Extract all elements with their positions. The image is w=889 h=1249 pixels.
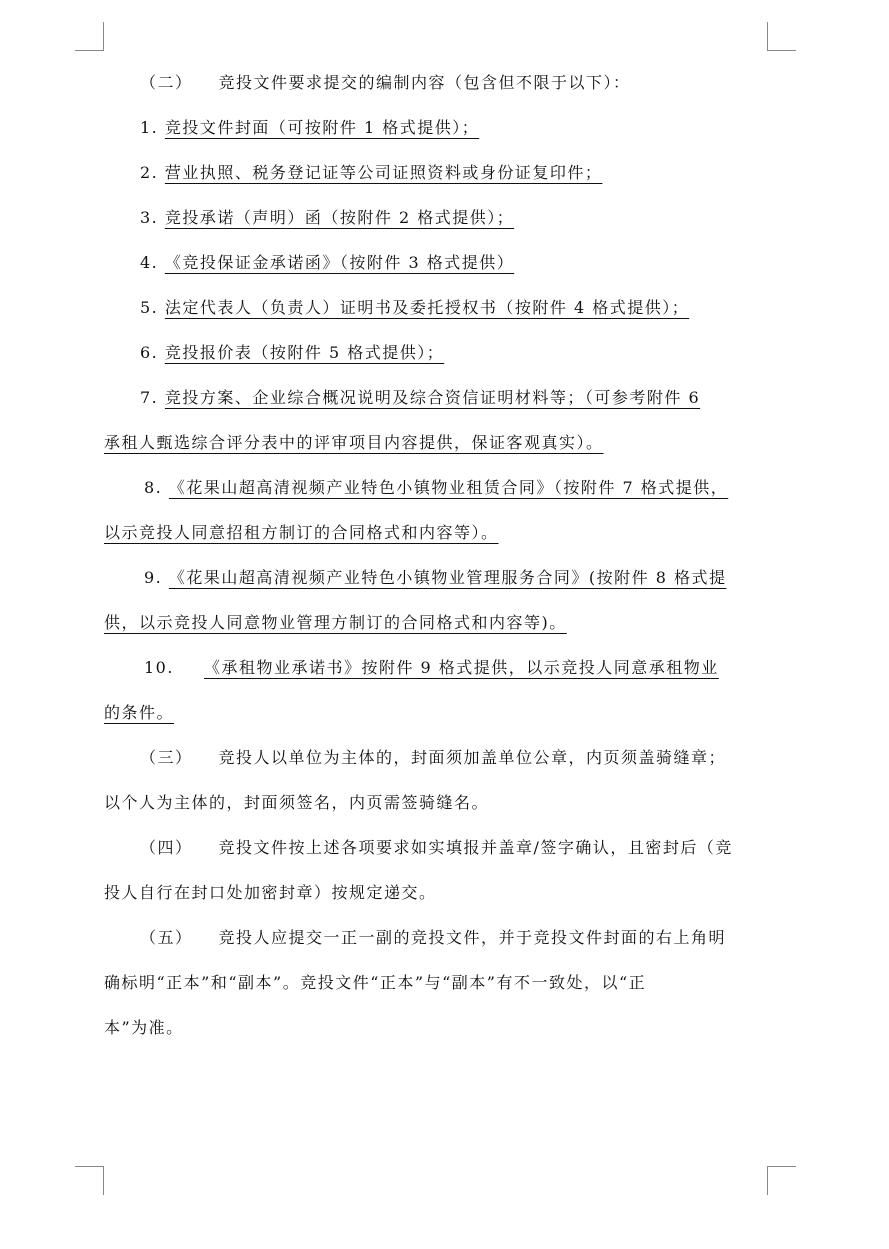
- section-text: 竞投文件要求提交的编制内容（包含但不限于以下）：: [218, 73, 631, 92]
- item-number: 10.: [144, 658, 174, 677]
- list-item: [104, 330, 769, 375]
- list-item-continuation: [104, 600, 769, 645]
- item-text: 竞投文件封面（可按附件 1 格式提供）；: [164, 118, 480, 137]
- section-label: （二）: [140, 73, 193, 92]
- list-item-continuation: [104, 510, 769, 555]
- list-item-continuation: [104, 690, 769, 735]
- item-text: 竞投方案、企业综合概况说明及综合资信证明材料等；（可参考附件 6: [164, 388, 701, 407]
- item-number: 2.: [140, 163, 159, 182]
- item-number: 8.: [144, 478, 163, 497]
- item-number: 5.: [140, 298, 159, 317]
- section-3-heading: [104, 735, 769, 780]
- list-item: [104, 285, 769, 330]
- item-text: 《花果山超高清视频产业特色小镇物业租赁合同》（按附件 7 格式提供，: [168, 478, 729, 497]
- section-text: 投人自行在封口处加密封章）按规定递交。: [104, 883, 437, 902]
- list-item: [104, 105, 769, 150]
- section-5-continuation: [104, 960, 769, 1005]
- list-item: [104, 240, 769, 285]
- section-5-continuation: [104, 1005, 769, 1050]
- item-number: 3.: [140, 208, 159, 227]
- crop-mark-top-right: [767, 22, 796, 51]
- item-text: 竞投承诺（声明）函（按附件 2 格式提供）；: [164, 208, 515, 227]
- section-text: 竞投人应提交一正一副的竞投文件，并于竞投文件封面的右上角明: [218, 928, 727, 947]
- list-item: [104, 555, 769, 600]
- crop-mark-bottom-left: [75, 1166, 104, 1195]
- item-text: 营业执照、税务登记证等公司证照资料或身份证复印件；: [164, 163, 603, 182]
- item-number: 7.: [140, 388, 159, 407]
- list-item: [104, 645, 769, 690]
- section-4-heading: [104, 825, 769, 870]
- section-3-continuation: [104, 780, 769, 825]
- crop-mark-bottom-right: [767, 1166, 796, 1195]
- section-2-heading: [104, 60, 769, 105]
- list-item: [104, 195, 769, 240]
- section-4-continuation: [104, 870, 769, 915]
- item-number: 9.: [144, 568, 163, 587]
- section-label: （五）: [140, 928, 193, 947]
- list-item: [104, 375, 769, 420]
- section-text: 确标明“正本”和“副本”。竞投文件“正本”与“副本”有不一致处，以“正: [104, 973, 647, 992]
- item-text: 《花果山超高清视频产业特色小镇物业管理服务合同》(按附件 8 格式提: [168, 568, 727, 587]
- item-number: 4.: [140, 253, 159, 272]
- item-number: 6.: [140, 343, 159, 362]
- list-item-continuation: [104, 420, 769, 465]
- item-text: 以示竞投人同意招租方制订的合同格式和内容等）。: [104, 523, 499, 542]
- list-item: [104, 150, 769, 195]
- section-text: 以个人为主体的，封面须签名，内页需签骑缝名。: [104, 793, 490, 812]
- list-item: [104, 465, 769, 510]
- crop-mark-top-left: [75, 22, 104, 51]
- section-text: 竞投人以单位为主体的，封面须加盖单位公章，内页须盖骑缝章；: [218, 748, 727, 767]
- item-text: 承租人甄选综合评分表中的评审项目内容提供，保证客观真实）。: [104, 433, 604, 452]
- item-text: 法定代表人（负责人）证明书及委托授权书（按附件 4 格式提供）；: [164, 298, 690, 317]
- section-5-heading: [104, 915, 769, 960]
- item-text: 《竞投保证金承诺函》（按附件 3 格式提供）: [164, 253, 515, 272]
- section-text: 本”为准。: [104, 1018, 184, 1037]
- section-label: （四）: [140, 838, 193, 857]
- item-text: 供，以示竞投人同意物业管理方制订的合同格式和内容等)。: [104, 613, 567, 632]
- section-text: 竞投文件按上述各项要求如实填报并盖章/签字确认，且密封后（竞: [218, 838, 733, 857]
- item-text: 竞投报价表（按附件 5 格式提供）；: [164, 343, 445, 362]
- document-body: [104, 60, 769, 1050]
- item-number: 1.: [140, 118, 159, 137]
- item-text: 《承租物业承诺书》按附件 9 格式提供，以示竞投人同意承租物业: [203, 658, 719, 677]
- section-label: （三）: [140, 748, 193, 767]
- item-text: 的条件。: [104, 703, 175, 722]
